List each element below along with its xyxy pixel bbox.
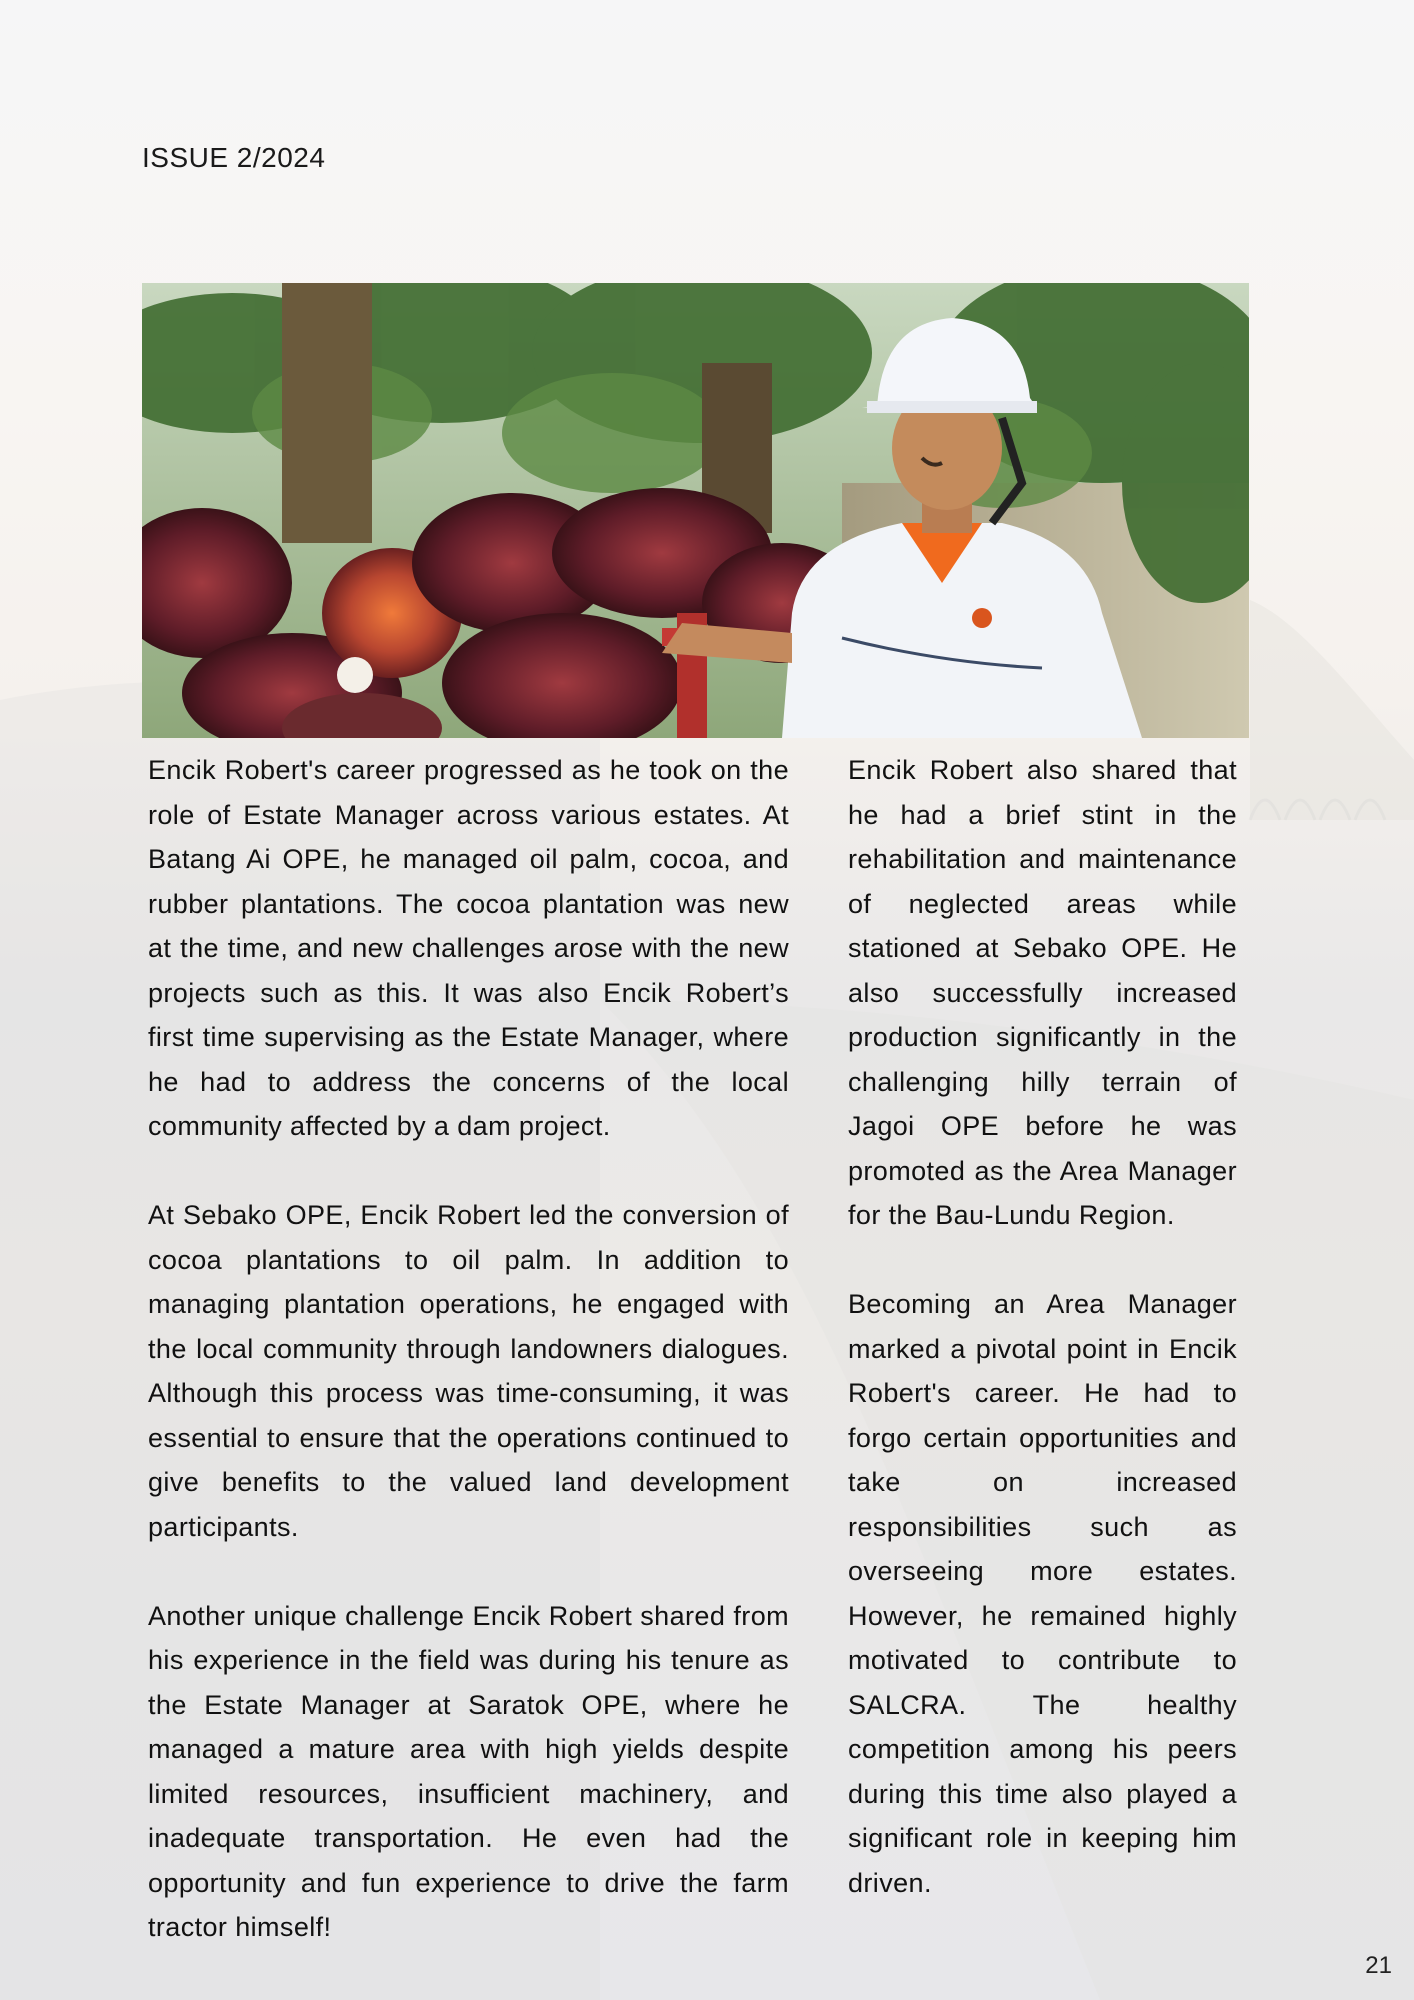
paragraph: Encik Robert's career progressed as he took on the role of Estate Manager across various estates. At Batang Ai OPE, he managed oil palm, cocoa, and rubber plantations. The cocoa plantation was new at the time, and new challenges arose with the new projects such as this. It was also Encik Robert’s first time supervising as the Estate Manager, where he had to address the concerns of the local community affected by a dam project.: [148, 755, 789, 1141]
paragraph: At Sebako OPE, Encik Robert led the conversion of cocoa plantations to oil palm. In addition to managing plantation operations, he engaged with the local community through landowners dialogues. Although this process was time-consuming, it was essential to ensure that the operations continued to give benefits to the valued land development participants.: [148, 1200, 789, 1542]
article-right-column: [848, 748, 1237, 1950]
page-number: 21: [1365, 1952, 1392, 1979]
article-left-column: [148, 748, 789, 1994]
photo-icon: [142, 283, 1249, 738]
paragraph: Becoming an Area Manager marked a pivotal point in Encik Robert's career. He had to forgo certain opportunities and take on increased responsibilities such as overseeing more estates. However, he remained highly motivated to contribute to SALCRA. The healthy competition among his peers during this time also played a significant role in keeping him driven.: [848, 1289, 1237, 1898]
issue-label: ISSUE 2/2024: [142, 142, 326, 173]
paragraph: Encik Robert also shared that he had a brief stint in the rehabilitation and maintenance of neglected areas while stationed at Sebako OPE. He also successfully increased production significantly in the challenging hilly terrain of Jagoi OPE before he was promoted as the Area Manager for the Bau-Lundu Region.: [848, 755, 1237, 1230]
paragraph: Another unique challenge Encik Robert shared from his experience in the field was during his tenure as the Estate Manager at Saratok OPE, where he managed a mature area with high yields despite limited resources, insufficient machinery, and inadequate transportation. He even had the opportunity and fun experience to drive the farm tractor himself!: [148, 1600, 789, 1942]
feature-photo: [142, 283, 1249, 738]
